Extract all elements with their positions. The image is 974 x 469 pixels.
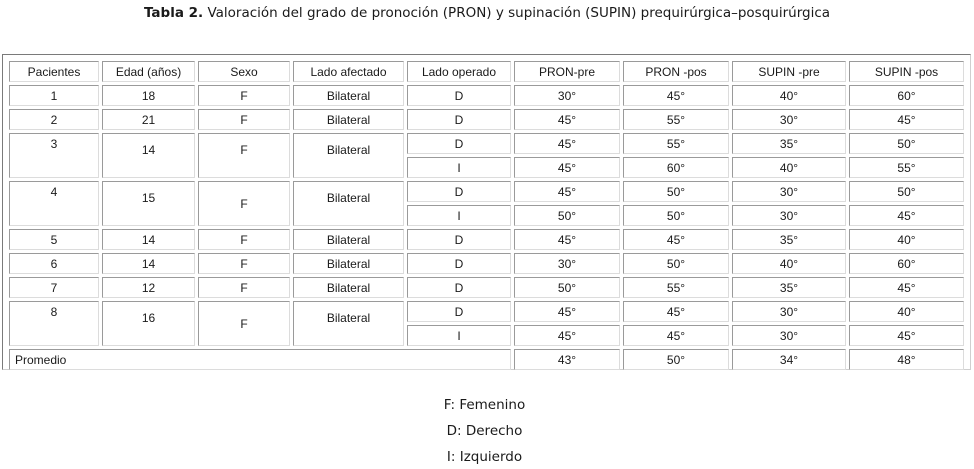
affected-side-cell: Bilateral [293,109,404,130]
supin-pre-cell: 40° [732,85,846,106]
table-frame [2,54,971,370]
legend-femenino: F: Femenino [443,397,526,413]
operated-side-cell: D [407,85,511,106]
supin-pos-cell: 45° [849,109,964,130]
table-row [9,133,964,154]
affected-side-cell: Bilateral [293,181,404,226]
supin-pre-cell: 35° [732,133,846,154]
avg-pron-pos: 50° [623,349,729,370]
sex-cell: F [198,85,290,106]
operated-side-cell: D [407,229,511,250]
table-row [9,85,964,106]
table-row [9,229,964,250]
pron-pos-cell: 55° [623,109,729,130]
table-row [9,277,964,298]
pron-pre-cell: 50° [514,205,620,226]
table-caption [0,4,974,22]
pron-pos-cell: 60° [623,157,729,178]
pron-pos-cell: 45° [623,85,729,106]
table-row [9,253,964,274]
supin-pre-cell: 30° [732,205,846,226]
average-label: Promedio [9,349,511,370]
supin-pos-cell: 40° [849,229,964,250]
pron-pre-cell: 45° [514,229,620,250]
pron-pos-cell: 45° [623,229,729,250]
pron-pre-cell: 45° [514,109,620,130]
affected-side-cell: Bilateral [293,133,404,178]
pron-pre-cell: 45° [514,157,620,178]
avg-supin-pos: 48° [849,349,964,370]
sex-cell: F [198,133,290,178]
pron-pre-cell: 45° [514,325,620,346]
patient-id-cell: 3 [9,133,99,178]
supin-pre-cell: 30° [732,301,846,322]
operated-side-cell: D [407,277,511,298]
pron-pos-cell: 50° [623,253,729,274]
age-cell: 12 [102,277,195,298]
sex-cell: F [198,109,290,130]
column-header: Lado operado [407,61,511,82]
table-row [9,181,964,202]
affected-side-cell: Bilateral [293,85,404,106]
operated-side-cell: I [407,157,511,178]
data-table [6,58,967,373]
avg-pron-pre: 43° [514,349,620,370]
operated-side-cell: D [407,181,511,202]
column-header: Sexo [198,61,290,82]
age-cell: 14 [102,229,195,250]
affected-side-cell: Bilateral [293,277,404,298]
patient-id-cell: 7 [9,277,99,298]
supin-pre-cell: 30° [732,109,846,130]
age-cell: 14 [102,133,195,178]
caption-label: Tabla 2. [143,5,204,21]
column-header: PRON-pre [514,61,620,82]
supin-pos-cell: 55° [849,157,964,178]
sex-cell: F [198,181,290,226]
age-cell: 14 [102,253,195,274]
column-header: SUPIN -pre [732,61,846,82]
average-row [9,349,964,370]
operated-side-cell: D [407,133,511,154]
avg-supin-pre: 34° [732,349,846,370]
operated-side-cell: D [407,109,511,130]
pron-pos-cell: 55° [623,133,729,154]
table-row [9,109,964,130]
table-row [9,301,964,322]
column-header: PRON -pos [623,61,729,82]
sex-cell: F [198,277,290,298]
table-body [9,61,964,370]
pron-pre-cell: 50° [514,277,620,298]
patient-id-cell: 5 [9,229,99,250]
operated-side-cell: I [407,205,511,226]
patient-id-cell: 6 [9,253,99,274]
supin-pre-cell: 40° [732,157,846,178]
pron-pos-cell: 45° [623,301,729,322]
patient-id-cell: 8 [9,301,99,346]
supin-pre-cell: 30° [732,181,846,202]
patient-id-cell: 1 [9,85,99,106]
supin-pos-cell: 40° [849,301,964,322]
sex-cell: F [198,229,290,250]
supin-pre-cell: 35° [732,229,846,250]
supin-pos-cell: 50° [849,133,964,154]
pron-pre-cell: 45° [514,133,620,154]
age-cell: 15 [102,181,195,226]
legend-derecho: D: Derecho [446,423,523,439]
affected-side-cell: Bilateral [293,253,404,274]
sex-cell: F [198,301,290,346]
patient-id-cell: 4 [9,181,99,226]
column-header: SUPIN -pos [849,61,964,82]
operated-side-cell: I [407,325,511,346]
pron-pos-cell: 50° [623,205,729,226]
age-cell: 21 [102,109,195,130]
supin-pre-cell: 40° [732,253,846,274]
sex-cell: F [198,253,290,274]
supin-pos-cell: 45° [849,205,964,226]
column-header: Pacientes [9,61,99,82]
pron-pre-cell: 45° [514,301,620,322]
pron-pre-cell: 30° [514,253,620,274]
supin-pos-cell: 45° [849,277,964,298]
supin-pos-cell: 60° [849,85,964,106]
operated-side-cell: D [407,253,511,274]
supin-pos-cell: 60° [849,253,964,274]
column-header: Lado afectado [293,61,404,82]
operated-side-cell: D [407,301,511,322]
affected-side-cell: Bilateral [293,229,404,250]
header-row [9,61,964,82]
legend-izquierdo: I: Izquierdo [446,449,523,465]
supin-pos-cell: 45° [849,325,964,346]
pron-pos-cell: 55° [623,277,729,298]
supin-pre-cell: 30° [732,325,846,346]
caption-text: Valoración del grado de pronoción (PRON) y supinación (SUPIN) prequirúrgica–posquirúrgica [203,5,831,21]
column-header: Edad (años) [102,61,195,82]
pron-pos-cell: 45° [623,325,729,346]
pron-pre-cell: 45° [514,181,620,202]
age-cell: 18 [102,85,195,106]
pron-pre-cell: 30° [514,85,620,106]
affected-side-cell: Bilateral [293,301,404,346]
age-cell: 16 [102,301,195,346]
patient-id-cell: 2 [9,109,99,130]
pron-pos-cell: 50° [623,181,729,202]
supin-pre-cell: 35° [732,277,846,298]
supin-pos-cell: 50° [849,181,964,202]
